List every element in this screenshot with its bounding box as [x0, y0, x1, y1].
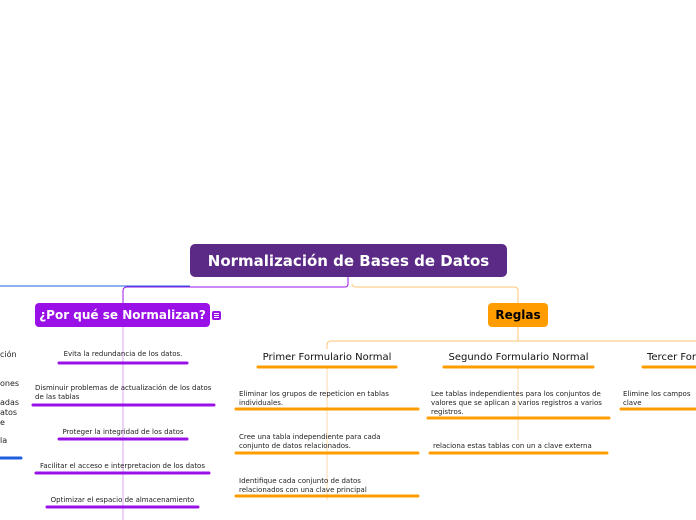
first-form-item[interactable]: Eliminar los grupos de repeticion en tablas individuales. [239, 390, 389, 407]
offscreen-fragment: e [0, 418, 5, 427]
offscreen-fragment: atos [0, 408, 18, 417]
second-form-item[interactable]: relaciona estas tablas con un a clave externa [433, 442, 592, 450]
second-form-item[interactable]: Lee tablas independientes para los conjuntos de valores que se aplican a varios registros a varios registros. [431, 390, 602, 416]
branch-rules[interactable] [488, 303, 548, 327]
offscreen-fragment: ones [0, 379, 20, 388]
branch-why-normalize-title: ¿Por qué se Normalizan? [39, 308, 206, 322]
branch-why-normalize[interactable] [35, 303, 210, 327]
why-item[interactable]: Proteger la integridad de los datos [62, 428, 184, 436]
offscreen-fragment: la [0, 436, 8, 445]
why-item[interactable]: Optimizar el espacio de almacenamiento [50, 496, 195, 504]
why-item[interactable]: Evita la redundancia de los datos. [63, 350, 183, 358]
form-title-second[interactable]: Segundo Formulario Normal [448, 352, 589, 363]
why-item[interactable]: Facilitar el acceso e interpretacion de los datos [40, 462, 205, 470]
root-topic[interactable] [190, 244, 507, 277]
first-form-item[interactable]: Identifique cada conjunto de datos relacionados con una clave principal [239, 477, 367, 494]
offscreen-fragment: adas [0, 398, 20, 407]
form-title-third[interactable]: Tercer For [647, 352, 696, 363]
offscreen-fragment: ción [0, 350, 17, 359]
third-form-item[interactable]: Elimine los campos clave [623, 390, 691, 407]
note-icon[interactable] [212, 311, 221, 320]
first-form-item[interactable]: Cree una tabla independiente para cada conjunto de datos relacionados. [239, 433, 381, 450]
root-title: Normalización de Bases de Datos [207, 251, 490, 270]
form-title-first[interactable]: Primer Formulario Normal [262, 352, 392, 363]
branch-rules-title: Reglas [495, 308, 541, 322]
why-item[interactable]: Disminuir problemas de actualización de los datos de las tablas [35, 384, 212, 401]
